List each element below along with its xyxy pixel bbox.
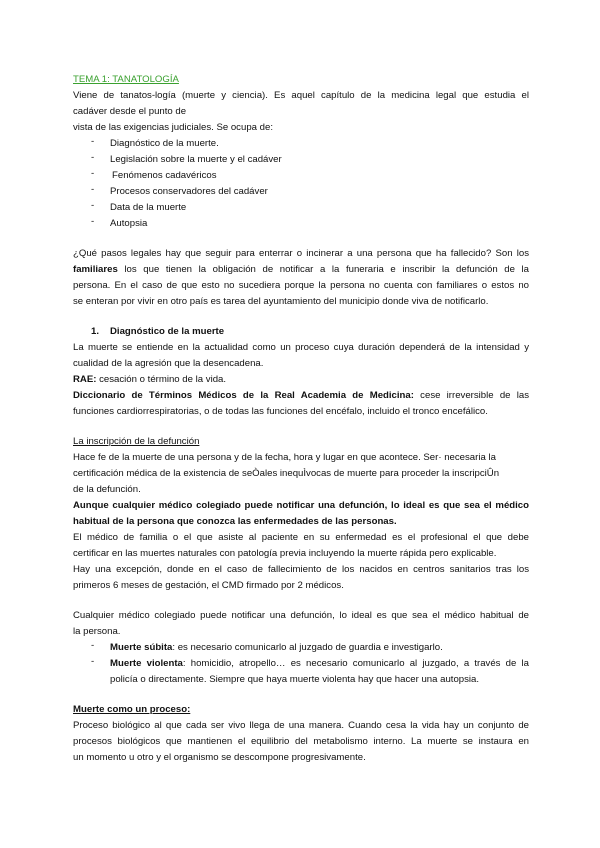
list-dash: - <box>91 152 95 163</box>
inscripcion-bold: Aunque cualquier médico colegiado puede notificar una defunción, lo ideal es que sea el médico <box>73 500 529 511</box>
legal-line: se enteran por vivir en otro país es tarea del ayuntamiento del municipio donde viva de notificarlo. <box>73 296 489 307</box>
proceso-heading: Muerte como un proceso: <box>73 704 191 715</box>
list-dash: - <box>91 216 95 227</box>
inscripcion-line: primeros 6 meses de gestación, el CMD firmado por 2 médicos. <box>73 580 344 591</box>
intro-line: vista de las exigencias judiciales. Se ocupa de: <box>73 122 273 133</box>
familiares-bold: familiares <box>73 264 118 275</box>
rae-label: RAE: <box>73 374 97 385</box>
dictionary-definition <box>73 388 529 404</box>
violenta-line: policía o directamente. Siempre que haya muerte violenta hay que hacer una autopsia. <box>110 674 480 685</box>
inscripcion-line: El médico de familia o el que asiste al paciente en su enfermedad es el profesional el que debe <box>73 532 529 543</box>
topic-item: Autopsia <box>110 218 148 229</box>
colegiado-line: la persona. <box>73 626 121 637</box>
section1-line: La muerte se entiende en la actualidad como un proceso cuya duración dependerá de la intensidad y <box>73 342 529 353</box>
muerte-violenta-item <box>110 656 529 672</box>
rae-definition <box>73 372 529 388</box>
section1-line: funciones cardiorrespiratorias, o de todas las funciones del encéfalo, incluido el tronco encefálico. <box>73 406 488 417</box>
inscripcion-line: Hace fe de la muerte de una persona y de la fecha, hora y lugar en que acontece. Ser· necesaria la <box>73 452 496 463</box>
list-dash: - <box>91 656 95 667</box>
inscripcion-line: Hay una excepción, donde en el caso de fallecimiento de los nacidos en centros sanitarios tras los <box>73 564 529 575</box>
dictionary-label: Diccionario de Términos Médicos de la Real Academia de Medicina: <box>73 390 414 401</box>
topic-item: Procesos conservadores del cadáver <box>110 186 268 197</box>
section-number: 1. <box>91 326 100 337</box>
intro-line: cadáver desde el punto de <box>73 106 187 117</box>
inscripcion-bold: habitual de la persona que conozca las enfermedades de las personas. <box>73 516 397 527</box>
inscripcion-line: certificación médica de la existencia de seÒales inequÌvocas de muerte para proceder la inscripciÛn <box>73 468 500 479</box>
legal-text: los que tienen la obligación de notificar a la funeraria e inscribir la defunción de la <box>117 264 529 275</box>
rae-text: cesación o término de la vida. <box>96 374 227 385</box>
inscripcion-line: de la defunción. <box>73 484 141 495</box>
list-dash: - <box>91 640 95 651</box>
list-dash: - <box>91 136 95 147</box>
list-dash: - <box>91 184 95 195</box>
colegiado-line: Cualquier médico colegiado puede notificar una defunción, lo ideal es que sea el médico habitual de <box>73 610 529 621</box>
topic-item: Diagnóstico de la muerte. <box>110 138 219 149</box>
subita-label: Muerte súbita <box>110 642 173 653</box>
section-heading: Diagnóstico de la muerte <box>110 326 225 337</box>
topic-item: Fenómenos cadavéricos <box>112 170 217 181</box>
intro-line: Viene de tanatos-logía (muerte y ciencia). Es aquel capítulo de la medicina legal que estudia el <box>73 90 529 101</box>
inscripcion-heading: La inscripción de la defunción <box>73 436 200 447</box>
section1-line: cualidad de la agresión que la desencadena. <box>73 358 264 369</box>
muerte-subita-item <box>110 640 530 656</box>
list-dash: - <box>91 200 95 211</box>
legal-line: persona. En el caso de que esto no sucediera porque la persona no cuenta con familiares o estos no <box>73 280 529 291</box>
list-dash: - <box>91 168 95 179</box>
legal-line: ¿Qué pasos legales hay que seguir para enterrar o incinerar a una persona que ha fallecido? Son los <box>73 248 529 259</box>
topic-item: Data de la muerte <box>110 202 187 213</box>
proceso-line: procesos biológicos que mantienen el equilibrio del metabolismo interno. La muerte se instaura en <box>73 736 529 747</box>
page-title: TEMA 1: TANATOLOGÍA <box>73 74 179 85</box>
inscripcion-line: certificar en las muertes naturales con patología previa incluyendo la muerte rápida pero explicable. <box>73 548 497 559</box>
dictionary-text: cese irreversible de las <box>413 390 529 401</box>
topic-item: Legislación sobre la muerte y el cadáver <box>110 154 282 165</box>
subita-text: : es necesario comunicarlo al juzgado de guardia e investigarlo. <box>172 642 443 653</box>
violenta-text: : homicidio, atropello… es necesario comunicarlo al juzgado, a través de la <box>182 658 529 669</box>
violenta-label: Muerte violenta <box>110 658 183 669</box>
proceso-line: un momento u otro y el organismo se descompone progresivamente. <box>73 752 366 763</box>
proceso-line: Proceso biológico al que cada ser vivo llega de una manera. Cuando cesa la vida hay un conjunto de <box>73 720 529 731</box>
legal-line <box>73 262 529 278</box>
